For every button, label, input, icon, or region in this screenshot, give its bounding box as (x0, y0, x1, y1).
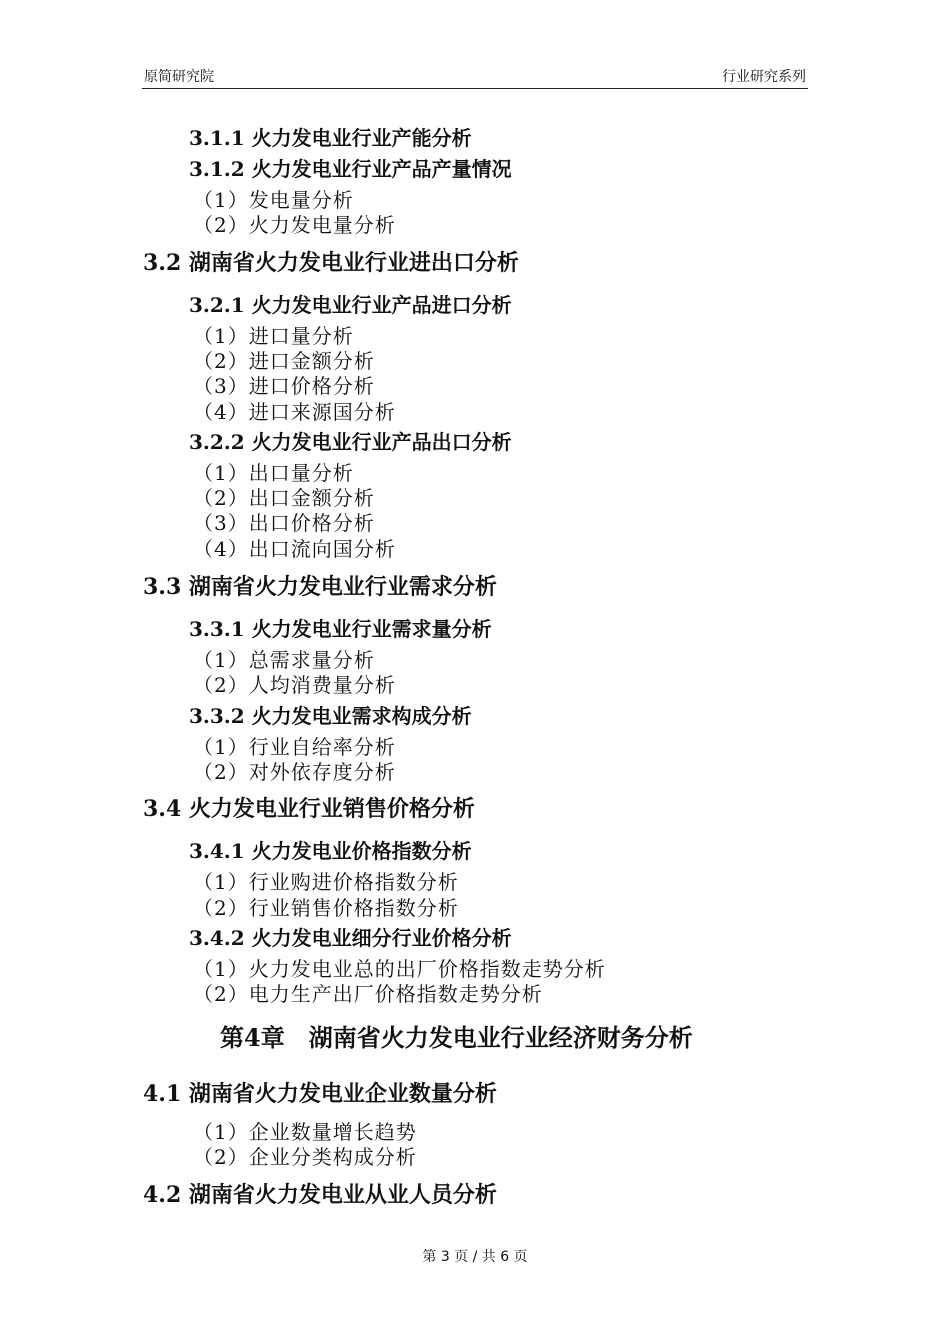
header-series-name: 行业研究系列 (722, 69, 806, 85)
toc-item: （2）企业分类构成分析 (193, 1145, 417, 1169)
toc-heading-3-1-2: 3.1.2 火力发电业行业产品产量情况 (189, 157, 512, 181)
toc-heading-3-2-2: 3.2.2 火力发电业行业产品出口分析 (189, 430, 512, 454)
toc-heading-3-4-1: 3.4.1 火力发电业价格指数分析 (189, 839, 472, 863)
toc-item: （1）总需求量分析 (193, 648, 375, 672)
toc-heading-3-1-1: 3.1.1 火力发电业行业产能分析 (189, 126, 472, 150)
toc-item: （2）出口金额分析 (193, 486, 375, 510)
toc-item: （2）对外依存度分析 (193, 760, 396, 784)
toc-item: （3）出口价格分析 (193, 511, 375, 535)
toc-item: （4）进口来源国分析 (193, 400, 396, 424)
toc-item: （2）进口金额分析 (193, 349, 375, 373)
toc-item: （4）出口流向国分析 (193, 537, 396, 561)
toc-item: （2）人均消费量分析 (193, 673, 396, 697)
toc-item: （2）行业销售价格指数分析 (193, 896, 459, 920)
toc-heading-4-1: 4.1 湖南省火力发电业企业数量分析 (143, 1081, 497, 1107)
toc-item: （1）火力发电业总的出厂价格指数走势分析 (193, 957, 606, 981)
page-number: 第 3 页 / 共 6 页 (422, 1249, 528, 1265)
toc-heading-3-3-1: 3.3.1 火力发电业行业需求量分析 (189, 617, 492, 641)
toc-item: （2）火力发电量分析 (193, 213, 396, 237)
toc-heading-3-4-2: 3.4.2 火力发电业细分行业价格分析 (189, 926, 512, 950)
toc-item: （1）企业数量增长趋势 (193, 1120, 417, 1144)
toc-item: （1）行业自给率分析 (193, 735, 396, 759)
toc-heading-3-2: 3.2 湖南省火力发电业行业进出口分析 (143, 250, 519, 276)
toc-heading-4-2: 4.2 湖南省火力发电业从业人员分析 (143, 1182, 497, 1208)
toc-heading-3-4: 3.4 火力发电业行业销售价格分析 (143, 796, 475, 822)
page-header (142, 64, 808, 89)
toc-item: （1）出口量分析 (193, 461, 354, 485)
toc-heading-3-3: 3.3 湖南省火力发电业行业需求分析 (143, 574, 497, 600)
toc-heading-3-3-2: 3.3.2 火力发电业需求构成分析 (189, 704, 472, 728)
toc-item: （1）进口量分析 (193, 324, 354, 348)
toc-heading-3-2-1: 3.2.1 火力发电业行业产品进口分析 (189, 293, 512, 317)
toc-chapter-4: 第4章 湖南省火力发电业行业经济财务分析 (220, 1023, 693, 1052)
header-org-name: 原简研究院 (144, 69, 214, 85)
toc-item: （2）电力生产出厂价格指数走势分析 (193, 982, 543, 1006)
toc-item: （3）进口价格分析 (193, 374, 375, 398)
toc-item: （1）发电量分析 (193, 188, 354, 212)
toc-item: （1）行业购进价格指数分析 (193, 870, 459, 894)
